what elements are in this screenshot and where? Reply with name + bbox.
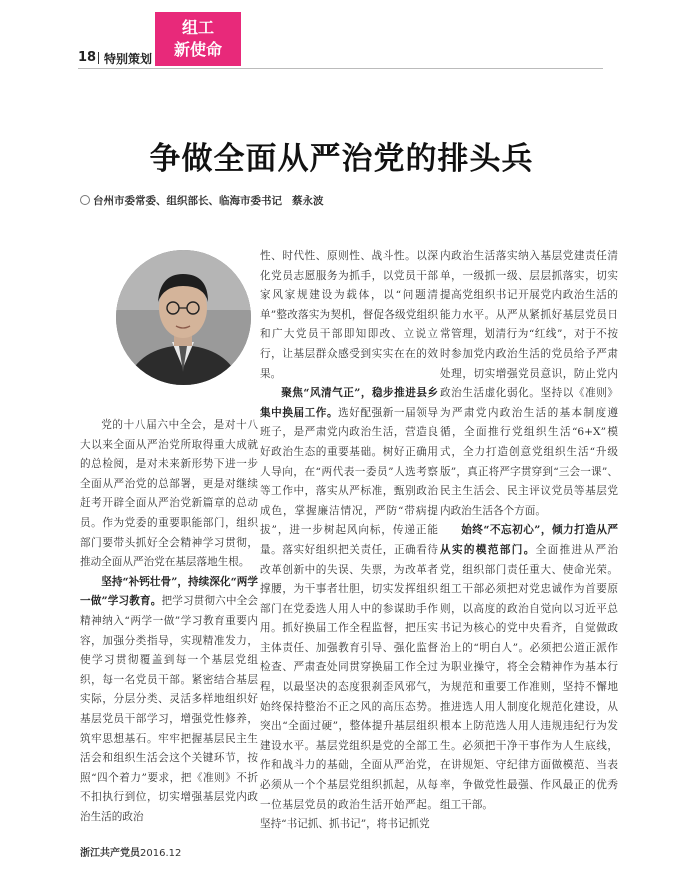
- paragraph-heading: 聚焦“风清气正”，稳步推进县乡集中换届工作。: [260, 387, 438, 419]
- author-affiliation: 台州市委常委、组织部长、临海市委书记: [93, 195, 282, 207]
- section-badge: [155, 12, 241, 66]
- paragraph-body: 把学习贯彻六中全会精神纳入“两学一做”学习教育重要内容，加强分类指导，实现精准发力，使学习贯彻覆盖到每一个基层党组织，每一名党员干部。紧密结合基层实际，分层分类、灵活多样地组织好基层党员干部学习，增强党性修养，筑牢思想基石。牢牢把握基层民主生活会和组织生活会这个关键环节，按照“四个着力”要求，把《准则》不折不扣执行到位，切实增强基层党内政治生活的政治: [80, 595, 258, 823]
- paragraph: 内政治生活落实纳入基层党建责任清单，一级抓一级、层层抓落实，切实提高党组织书记开展党内政治生活的能力水平。从严从紧抓好基层党员日常管理，划清行为“红线”，对于不按时参加党内政治生活的党员给予严肃处理，切实增强党员意识，防止党内政治生活虚化弱化。坚持以《准则》为严肃党内政治生活的基本制度遵循，全面推行党组织生活“6+X”模式，全力打造创意党组织生活“升级版”，真正将严字贯穿到“三会一课”、民主生活会、民主评议党员等基层党内政治生活各个方面。: [440, 250, 618, 517]
- byline-bullet-icon: [80, 195, 90, 205]
- paragraph: 性、时代性、原则性、战斗性。以深化党员志愿服务为抓手，以党员干部家风家规建设为载体，以“问题清单”整改落实为契机，督促各级党组织和广大党员干部即知即改、立说立行，让基层群众感受到实实在在的效果。: [260, 250, 438, 380]
- paragraph-heading: 始终“不忘初心”，倾力打造从严从实的模范部门。: [440, 524, 618, 556]
- portrait-image: [116, 250, 251, 385]
- article-column-3: [440, 247, 618, 815]
- section-label: 特别策划: [104, 52, 153, 66]
- article-title: 争做全面从严治党的排头兵: [149, 141, 534, 177]
- author-name: 蔡永波: [292, 195, 324, 207]
- badge-line-2: 新使命: [173, 40, 222, 59]
- header-rule: [78, 68, 603, 69]
- page-footer: [80, 844, 181, 859]
- article-column-1: [80, 416, 258, 827]
- article-column-2: [260, 247, 438, 835]
- paragraph: [440, 521, 618, 815]
- paragraph: 党的十八届六中全会，是对十八大以来全面从严治党所取得重大成就的总检阅，是对未来新形势下进一步全面从严治党的总部署，更是对继续赶考开辟全面从严治党新篇章的总动员。作为党委的重要职能部门，组织部门要带头抓好全会精神学习贯彻，推动全面从严治党在基层落地生根。: [80, 419, 258, 569]
- badge-line-1: 组工: [181, 18, 214, 37]
- page-header: [0, 0, 683, 70]
- issue-date: 2016.12: [140, 848, 182, 859]
- author-byline: [80, 193, 324, 208]
- paragraph-body: 选好配强新一届领导班子，是严肃党内政治生活，营造良好政治生态的重要基础。树好正确用人导向，在“两代表一委员”人选考察等工作中，落实从严标准，甄别政治成色，掌握廉洁情况，严防“带病提拔”，进一步树起风向标，传递正能量。落实好组织把关责任，正确看待改革创新中的失误、失票，为改革者撑腰，为干事者壮胆，切实发挥组织部门在党委选人用人中的参谋助手作用。抓好换届工作全程监督，把压实主体责任、加强教育引导、强化监督检查、严肃查处同贯穿换届工作全过程，以最坚决的态度狠刹歪风邪气，始终保持整治不正之风的高压态势。突出“全面过硬”，整体提升基层组织建设水平。基层党组织是党的全部工作和战斗力的基础，全面从严治党，必须从一个个基层党组织抓起，从每一位基层党员的政治生活开始严起。坚持“书记抓、抓书记”，将书记抓党: [260, 406, 439, 831]
- header-divider: [98, 52, 99, 64]
- publication-logo: 浙江共产党员: [80, 848, 140, 859]
- paragraph: [80, 573, 258, 828]
- author-portrait: [116, 250, 251, 385]
- paragraph-body: 全面推进从严治党，组织部门责任重大、使命光荣。组工干部必须把对党忠诚作为首要原则，以高度的政治自觉向以习近平总书记为核心的党中央看齐，自觉做政治上的“明白人”。必须把公道正派作为职业操守，将全会精神作为基本行为规范和重要工作准则，坚持不懈地推进选人用人制度化规范化建设，从根本上防范选人用人违规违纪行为发生。必须把干净干事作为人生底线，在讲规矩、守纪律方面做模范、当表率，争做党性最强、作风最正的优秀组工干部。: [440, 543, 619, 811]
- page-number: 18: [78, 50, 97, 65]
- paragraph-heading: 坚持“补钙壮骨”，持续深化“两学一做”学习教育。: [80, 575, 258, 608]
- paragraph: [260, 384, 438, 835]
